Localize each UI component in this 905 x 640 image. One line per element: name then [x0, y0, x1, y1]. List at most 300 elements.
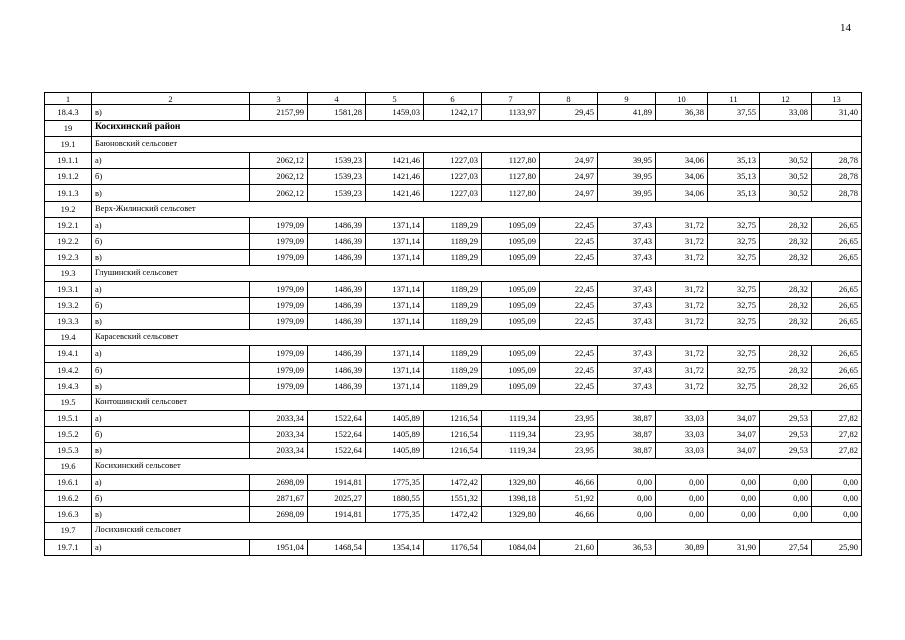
column-header: 3	[250, 93, 308, 105]
value-cell: 1095,09	[482, 298, 540, 314]
value-cell: 28,32	[760, 298, 812, 314]
row-label: а)	[92, 539, 250, 555]
value-cell: 1405,89	[366, 426, 424, 442]
value-cell: 1539,23	[308, 169, 366, 185]
column-header: 5	[366, 93, 424, 105]
value-cell: 36,53	[598, 539, 656, 555]
row-code: 19.5.1	[45, 410, 92, 426]
value-cell: 1371,14	[366, 282, 424, 298]
value-cell: 27,54	[760, 539, 812, 555]
table-row	[45, 153, 862, 169]
value-cell: 1127,80	[482, 185, 540, 201]
value-cell: 28,32	[760, 217, 812, 233]
value-cell: 37,43	[598, 233, 656, 249]
row-label: в)	[92, 507, 250, 523]
value-cell: 1084,04	[482, 539, 540, 555]
value-cell: 37,43	[598, 298, 656, 314]
value-cell: 1371,14	[366, 298, 424, 314]
table-row	[45, 282, 862, 298]
row-label: б)	[92, 233, 250, 249]
row-label: в)	[92, 105, 250, 121]
value-cell: 1775,35	[366, 475, 424, 491]
value-cell: 0,00	[760, 475, 812, 491]
value-cell: 1979,09	[250, 233, 308, 249]
value-cell: 1329,80	[482, 507, 540, 523]
table-row	[45, 233, 862, 249]
value-cell: 1095,09	[482, 217, 540, 233]
value-cell: 1459,03	[366, 105, 424, 121]
value-cell: 0,00	[598, 507, 656, 523]
value-cell: 1227,03	[424, 153, 482, 169]
value-cell: 1421,46	[366, 185, 424, 201]
value-cell: 1880,55	[366, 491, 424, 507]
table-row	[45, 491, 862, 507]
table-row	[45, 362, 862, 378]
value-cell: 1486,39	[308, 362, 366, 378]
row-code: 19.4.2	[45, 362, 92, 378]
row-code: 19.3.1	[45, 282, 92, 298]
page-number: 14	[840, 22, 851, 34]
column-header: 6	[424, 93, 482, 105]
value-cell: 1979,09	[250, 378, 308, 394]
value-cell: 1486,39	[308, 346, 366, 362]
column-header-row	[45, 93, 862, 105]
value-cell: 22,45	[540, 346, 598, 362]
row-label: а)	[92, 153, 250, 169]
row-label: в)	[92, 185, 250, 201]
value-cell: 1095,09	[482, 249, 540, 265]
council-row	[45, 330, 862, 346]
council-row	[45, 394, 862, 410]
value-cell: 37,43	[598, 282, 656, 298]
row-label: б)	[92, 169, 250, 185]
value-cell: 1216,54	[424, 442, 482, 458]
row-label: б)	[92, 491, 250, 507]
value-cell: 32,75	[708, 298, 760, 314]
column-header: 1	[45, 93, 92, 105]
column-header: 10	[656, 93, 708, 105]
value-cell: 1095,09	[482, 233, 540, 249]
table-row	[45, 442, 862, 458]
value-cell: 1522,64	[308, 426, 366, 442]
value-cell: 2062,12	[250, 153, 308, 169]
value-cell: 26,65	[812, 217, 862, 233]
value-cell: 31,72	[656, 233, 708, 249]
value-cell: 1189,29	[424, 249, 482, 265]
value-cell: 1095,09	[482, 378, 540, 394]
value-cell: 32,75	[708, 217, 760, 233]
value-cell: 33,08	[760, 105, 812, 121]
council-name: Косихинский сельсовет	[92, 459, 862, 475]
value-cell: 1405,89	[366, 410, 424, 426]
column-header: 9	[598, 93, 656, 105]
value-cell: 32,75	[708, 233, 760, 249]
value-cell: 1522,64	[308, 442, 366, 458]
value-cell: 1227,03	[424, 169, 482, 185]
value-cell: 29,53	[760, 426, 812, 442]
row-label: в)	[92, 378, 250, 394]
value-cell: 1095,09	[482, 314, 540, 330]
value-cell: 31,72	[656, 282, 708, 298]
value-cell: 39,95	[598, 169, 656, 185]
value-cell: 31,72	[656, 298, 708, 314]
value-cell: 1539,23	[308, 153, 366, 169]
table-row	[45, 105, 862, 121]
row-code: 19.5.3	[45, 442, 92, 458]
value-cell: 29,53	[760, 442, 812, 458]
value-cell: 1176,54	[424, 539, 482, 555]
value-cell: 0,00	[760, 507, 812, 523]
value-cell: 23,95	[540, 442, 598, 458]
value-cell: 2062,12	[250, 185, 308, 201]
value-cell: 1119,34	[482, 426, 540, 442]
value-cell: 1486,39	[308, 314, 366, 330]
value-cell: 29,45	[540, 105, 598, 121]
value-cell: 22,45	[540, 282, 598, 298]
table-row	[45, 539, 862, 555]
value-cell: 1242,17	[424, 105, 482, 121]
value-cell: 1189,29	[424, 362, 482, 378]
value-cell: 25,90	[812, 539, 862, 555]
council-name: Глушинский сельсовет	[92, 265, 862, 281]
council-row	[45, 201, 862, 217]
row-code: 19.7.1	[45, 539, 92, 555]
table-row	[45, 314, 862, 330]
table-row	[45, 426, 862, 442]
value-cell: 2698,09	[250, 475, 308, 491]
row-label: а)	[92, 217, 250, 233]
value-cell: 1095,09	[482, 362, 540, 378]
council-name: Карасевский сельсовет	[92, 330, 862, 346]
row-code: 19.7	[45, 523, 92, 539]
value-cell: 33,03	[656, 410, 708, 426]
value-cell: 37,55	[708, 105, 760, 121]
value-cell: 32,75	[708, 362, 760, 378]
value-cell: 1421,46	[366, 169, 424, 185]
table-row	[45, 185, 862, 201]
value-cell: 28,32	[760, 249, 812, 265]
council-name: Баюновский сельсовет	[92, 137, 862, 153]
council-row	[45, 459, 862, 475]
value-cell: 37,43	[598, 249, 656, 265]
value-cell: 1914,81	[308, 475, 366, 491]
value-cell: 51,92	[540, 491, 598, 507]
row-code: 19.4	[45, 330, 92, 346]
value-cell: 1189,29	[424, 217, 482, 233]
value-cell: 1371,14	[366, 378, 424, 394]
row-label: б)	[92, 426, 250, 442]
value-cell: 2033,34	[250, 410, 308, 426]
value-cell: 1227,03	[424, 185, 482, 201]
value-cell: 1398,18	[482, 491, 540, 507]
row-code: 19.4.1	[45, 346, 92, 362]
council-row	[45, 265, 862, 281]
value-cell: 34,07	[708, 410, 760, 426]
value-cell: 41,89	[598, 105, 656, 121]
value-cell: 32,75	[708, 314, 760, 330]
value-cell: 1405,89	[366, 442, 424, 458]
row-label: в)	[92, 442, 250, 458]
table-row	[45, 169, 862, 185]
table-row	[45, 410, 862, 426]
value-cell: 2871,67	[250, 491, 308, 507]
value-cell: 22,45	[540, 362, 598, 378]
value-cell: 1421,46	[366, 153, 424, 169]
value-cell: 1216,54	[424, 426, 482, 442]
council-name: Контошинский сельсовет	[92, 394, 862, 410]
value-cell: 37,43	[598, 346, 656, 362]
value-cell: 1979,09	[250, 314, 308, 330]
value-cell: 1095,09	[482, 282, 540, 298]
value-cell: 38,87	[598, 442, 656, 458]
value-cell: 22,45	[540, 314, 598, 330]
value-cell: 1472,42	[424, 507, 482, 523]
value-cell: 31,72	[656, 378, 708, 394]
table-row	[45, 298, 862, 314]
row-code: 19.2.2	[45, 233, 92, 249]
value-cell: 28,32	[760, 233, 812, 249]
value-cell: 2033,34	[250, 442, 308, 458]
row-code: 19.1.3	[45, 185, 92, 201]
value-cell: 31,40	[812, 105, 862, 121]
row-label: а)	[92, 346, 250, 362]
value-cell: 23,95	[540, 426, 598, 442]
value-cell: 23,95	[540, 410, 598, 426]
row-code: 19.3.3	[45, 314, 92, 330]
value-cell: 0,00	[598, 475, 656, 491]
value-cell: 1354,14	[366, 539, 424, 555]
row-code: 19.6.1	[45, 475, 92, 491]
value-cell: 1119,34	[482, 410, 540, 426]
value-cell: 1371,14	[366, 249, 424, 265]
value-cell: 26,65	[812, 362, 862, 378]
value-cell: 28,32	[760, 362, 812, 378]
value-cell: 26,65	[812, 282, 862, 298]
value-cell: 28,78	[812, 153, 862, 169]
value-cell: 1979,09	[250, 282, 308, 298]
row-code: 19.1	[45, 137, 92, 153]
value-cell: 1486,39	[308, 378, 366, 394]
value-cell: 1468,54	[308, 539, 366, 555]
value-cell: 36,38	[656, 105, 708, 121]
value-cell: 37,43	[598, 378, 656, 394]
value-cell: 24,97	[540, 153, 598, 169]
row-code: 19.6	[45, 459, 92, 475]
row-label: а)	[92, 410, 250, 426]
value-cell: 26,65	[812, 346, 862, 362]
value-cell: 1127,80	[482, 153, 540, 169]
column-header: 2	[92, 93, 250, 105]
value-cell: 0,00	[812, 491, 862, 507]
value-cell: 30,52	[760, 169, 812, 185]
value-cell: 1486,39	[308, 249, 366, 265]
value-cell: 1979,09	[250, 217, 308, 233]
value-cell: 1133,97	[482, 105, 540, 121]
value-cell: 22,45	[540, 249, 598, 265]
value-cell: 2033,34	[250, 426, 308, 442]
council-row	[45, 137, 862, 153]
row-code: 19	[45, 121, 92, 137]
value-cell: 22,45	[540, 378, 598, 394]
row-label: в)	[92, 249, 250, 265]
value-cell: 1095,09	[482, 346, 540, 362]
column-header: 4	[308, 93, 366, 105]
value-cell: 31,72	[656, 362, 708, 378]
value-cell: 37,43	[598, 217, 656, 233]
row-code: 18.4.3	[45, 105, 92, 121]
value-cell: 30,89	[656, 539, 708, 555]
value-cell: 37,43	[598, 314, 656, 330]
value-cell: 1979,09	[250, 362, 308, 378]
council-name: Лосихинский сельсовет	[92, 523, 862, 539]
row-code: 19.3	[45, 265, 92, 281]
row-code: 19.2.1	[45, 217, 92, 233]
row-label: в)	[92, 314, 250, 330]
value-cell: 1486,39	[308, 282, 366, 298]
value-cell: 21,60	[540, 539, 598, 555]
value-cell: 1119,34	[482, 442, 540, 458]
value-cell: 0,00	[656, 507, 708, 523]
value-cell: 1189,29	[424, 298, 482, 314]
value-cell: 28,78	[812, 185, 862, 201]
value-cell: 1371,14	[366, 346, 424, 362]
value-cell: 1551,32	[424, 491, 482, 507]
value-cell: 30,52	[760, 185, 812, 201]
value-cell: 32,75	[708, 249, 760, 265]
value-cell: 34,07	[708, 426, 760, 442]
value-cell: 34,06	[656, 185, 708, 201]
value-cell: 28,32	[760, 346, 812, 362]
value-cell: 27,82	[812, 410, 862, 426]
row-code: 19.3.2	[45, 298, 92, 314]
value-cell: 27,82	[812, 442, 862, 458]
value-cell: 1127,80	[482, 169, 540, 185]
value-cell: 31,72	[656, 346, 708, 362]
value-cell: 31,72	[656, 217, 708, 233]
table-row	[45, 346, 862, 362]
value-cell: 32,75	[708, 282, 760, 298]
column-header: 11	[708, 93, 760, 105]
row-code: 19.5	[45, 394, 92, 410]
value-cell: 31,90	[708, 539, 760, 555]
row-code: 19.6.2	[45, 491, 92, 507]
value-cell: 24,97	[540, 169, 598, 185]
value-cell: 1371,14	[366, 233, 424, 249]
value-cell: 1581,28	[308, 105, 366, 121]
value-cell: 33,03	[656, 442, 708, 458]
value-cell: 32,75	[708, 346, 760, 362]
table-row	[45, 507, 862, 523]
value-cell: 0,00	[708, 507, 760, 523]
table-row	[45, 217, 862, 233]
value-cell: 38,87	[598, 426, 656, 442]
value-cell: 1775,35	[366, 507, 424, 523]
column-header: 12	[760, 93, 812, 105]
value-cell: 27,82	[812, 426, 862, 442]
value-cell: 31,72	[656, 314, 708, 330]
value-cell: 0,00	[656, 475, 708, 491]
value-cell: 1371,14	[366, 314, 424, 330]
row-label: б)	[92, 362, 250, 378]
value-cell: 29,53	[760, 410, 812, 426]
value-cell: 0,00	[656, 491, 708, 507]
value-cell: 34,07	[708, 442, 760, 458]
value-cell: 22,45	[540, 217, 598, 233]
row-code: 19.6.3	[45, 507, 92, 523]
value-cell: 1472,42	[424, 475, 482, 491]
value-cell: 1189,29	[424, 233, 482, 249]
value-cell: 1329,80	[482, 475, 540, 491]
value-cell: 1914,81	[308, 507, 366, 523]
council-name: Верх-Жилинский сельсовет	[92, 201, 862, 217]
value-cell: 26,65	[812, 233, 862, 249]
value-cell: 32,75	[708, 378, 760, 394]
council-row	[45, 523, 862, 539]
value-cell: 1979,09	[250, 249, 308, 265]
row-label: а)	[92, 475, 250, 491]
value-cell: 1371,14	[366, 217, 424, 233]
value-cell: 0,00	[708, 491, 760, 507]
value-cell: 26,65	[812, 378, 862, 394]
value-cell: 1486,39	[308, 233, 366, 249]
value-cell: 46,66	[540, 475, 598, 491]
value-cell: 37,43	[598, 362, 656, 378]
value-cell: 1189,29	[424, 378, 482, 394]
district-name: Косихинский район	[92, 121, 862, 137]
value-cell: 1486,39	[308, 217, 366, 233]
column-header: 8	[540, 93, 598, 105]
value-cell: 1216,54	[424, 410, 482, 426]
value-cell: 35,13	[708, 169, 760, 185]
value-cell: 2062,12	[250, 169, 308, 185]
value-cell: 22,45	[540, 233, 598, 249]
row-code: 19.1.1	[45, 153, 92, 169]
table-row	[45, 378, 862, 394]
tariff-table	[44, 92, 862, 556]
value-cell: 2698,09	[250, 507, 308, 523]
row-code: 19.1.2	[45, 169, 92, 185]
value-cell: 1371,14	[366, 362, 424, 378]
value-cell: 46,66	[540, 507, 598, 523]
value-cell: 34,06	[656, 153, 708, 169]
value-cell: 39,95	[598, 185, 656, 201]
value-cell: 28,78	[812, 169, 862, 185]
value-cell: 0,00	[598, 491, 656, 507]
value-cell: 22,45	[540, 298, 598, 314]
value-cell: 39,95	[598, 153, 656, 169]
value-cell: 0,00	[708, 475, 760, 491]
value-cell: 30,52	[760, 153, 812, 169]
table-row	[45, 249, 862, 265]
value-cell: 34,06	[656, 169, 708, 185]
value-cell: 2157,99	[250, 105, 308, 121]
district-row	[45, 121, 862, 137]
value-cell: 1189,29	[424, 314, 482, 330]
value-cell: 1522,64	[308, 410, 366, 426]
value-cell: 2025,27	[308, 491, 366, 507]
column-header: 13	[812, 93, 862, 105]
value-cell: 28,32	[760, 314, 812, 330]
value-cell: 38,87	[598, 410, 656, 426]
value-cell: 26,65	[812, 249, 862, 265]
value-cell: 1486,39	[308, 298, 366, 314]
row-label: б)	[92, 298, 250, 314]
value-cell: 35,13	[708, 153, 760, 169]
row-code: 19.4.3	[45, 378, 92, 394]
value-cell: 33,03	[656, 426, 708, 442]
value-cell: 0,00	[812, 507, 862, 523]
row-code: 19.2.3	[45, 249, 92, 265]
